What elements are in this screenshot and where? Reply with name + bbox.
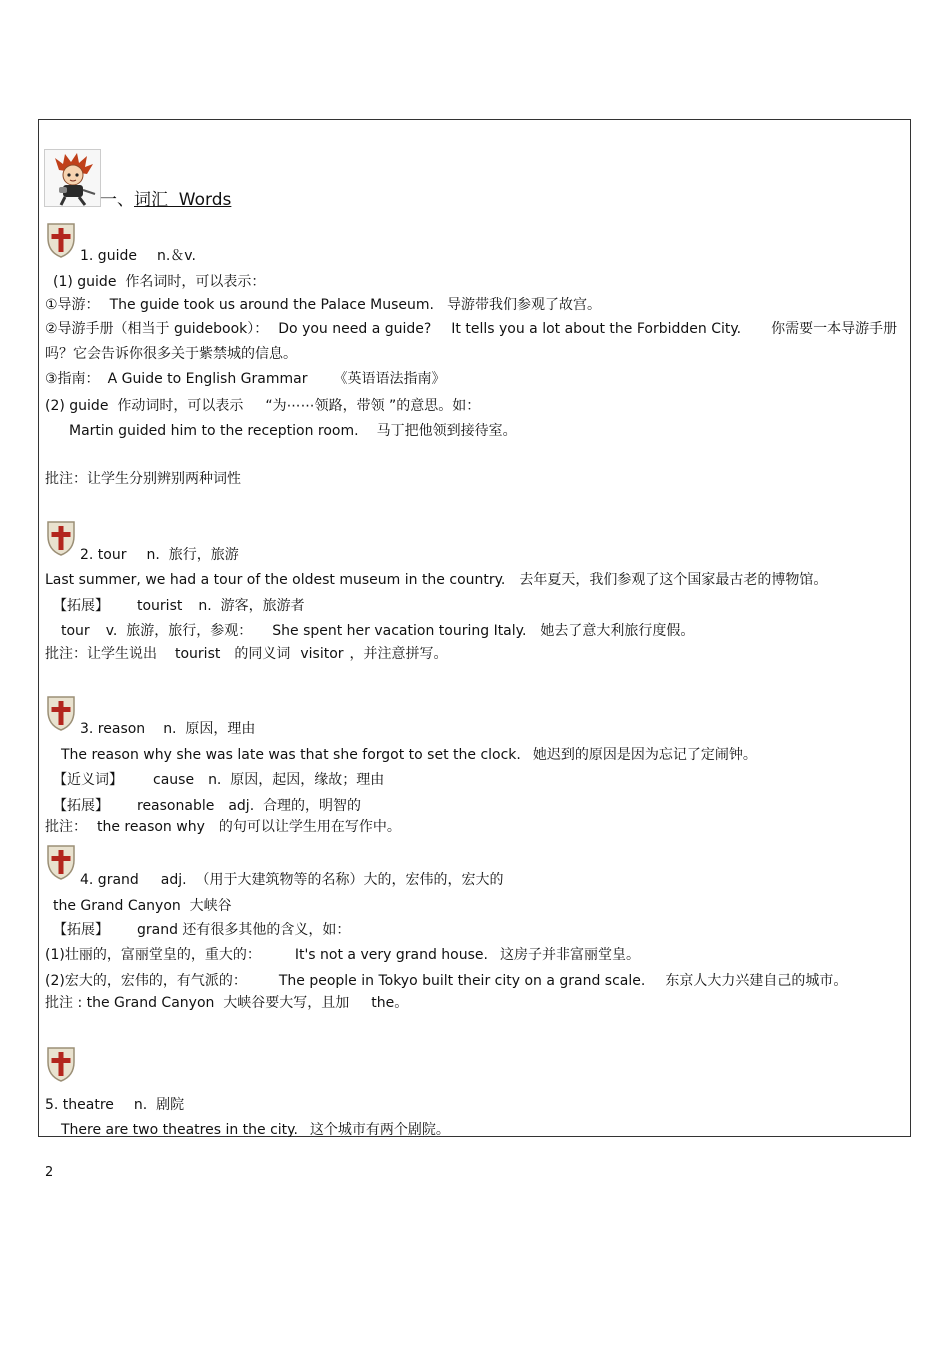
word-heading-tour: 2. tour n. 旅行，旅游 (80, 547, 239, 563)
grand-extension: 【拓展】 grand 还有很多其他的含义，如： (53, 922, 351, 938)
reason-extension: 【拓展】 reasonable adj. 合理的，明智的 (53, 798, 362, 814)
section-prefix: 一、 (100, 190, 134, 210)
reason-synonym: 【近义词】 cause n. 原因，起因，缘故；理由 (53, 772, 385, 788)
crusader-shield-icon (44, 843, 78, 881)
tour-note: 批注：让学生说出 tourist 的同义词 visitor ，并注意拼写。 (45, 646, 448, 662)
grand-meaning-2: (2)宏大的，宏伟的，有气派的： The people in Tokyo built their city on a grand scale. 东京人大力兴建自己的城市。 (45, 973, 848, 989)
cartoon-boy-icon (44, 149, 101, 207)
grand-meaning-1: (1)壮丽的，富丽堂皇的，重大的： It's not a very grand house. 这房子并非富丽堂皇。 (45, 947, 640, 963)
word-heading-grand: 4. grand adj. （用于大建筑物等的名称）大的，宏伟的，宏大的 (80, 872, 504, 888)
crusader-shield-icon (44, 1045, 78, 1083)
section-label: 词汇 Words (134, 190, 232, 210)
tour-example: Last summer, we had a tour of the oldest museum in the country. 去年夏天，我们参观了这个国家最古老的博物馆。 (45, 572, 828, 588)
crusader-shield-icon (44, 519, 78, 557)
grand-canyon-example: the Grand Canyon 大峡谷 (53, 898, 232, 914)
tour-verb-example: tour v. 旅游，旅行，参观： She spent her vacation touring Italy. 她去了意大利旅行度假。 (61, 623, 695, 639)
word-heading-guide: 1. guide n.＆v. (80, 248, 196, 264)
guide-meaning-2: ②导游手册（相当于 guidebook）： Do you need a guide? It tells you a lot about the Forbidden City. 你需要一本导游手册 (45, 321, 898, 337)
guide-meaning-3: ③指南： A Guide to English Grammar 《英语语法指南》 (45, 371, 446, 387)
guide-noun-intro: (1) guide 作名词时，可以表示： (53, 274, 266, 290)
guide-meaning-2-cont: 吗？它会告诉你很多关于紫禁城的信息。 (45, 346, 297, 362)
reason-note: 批注： the reason why 的句可以让学生用在写作中。 (45, 819, 401, 835)
crusader-shield-icon (44, 694, 78, 732)
guide-verb-intro: (2) guide 作动词时，可以表示 “为⋯⋯领路，带领 ”的意思。如： (45, 398, 481, 414)
grand-note: 批注 : the Grand Canyon 大峡谷要大写，且加 the。 (45, 995, 409, 1011)
reason-example: The reason why she was late was that she forgot to set the clock. 她迟到的原因是因为忘记了定闹钟。 (61, 747, 757, 763)
word-heading-theatre: 5. theatre n. 剧院 (45, 1097, 185, 1113)
page-number: 2 (45, 1165, 54, 1180)
tour-extension-tourist: 【拓展】 tourist n. 游客，旅游者 (53, 598, 305, 614)
word-heading-reason: 3. reason n. 原因，理由 (80, 721, 256, 737)
theatre-example: There are two theatres in the city. 这个城市有两个剧院。 (61, 1122, 450, 1138)
section-title (100, 189, 231, 211)
guide-note: 批注：让学生分别辨别两种词性 (45, 471, 241, 487)
guide-meaning-1: ①导游： The guide took us around the Palace Museum. 导游带我们参观了故宫。 (45, 297, 601, 313)
crusader-shield-icon (44, 221, 78, 259)
guide-verb-example: Martin guided him to the reception room. 马丁把他领到接待室。 (69, 423, 517, 439)
